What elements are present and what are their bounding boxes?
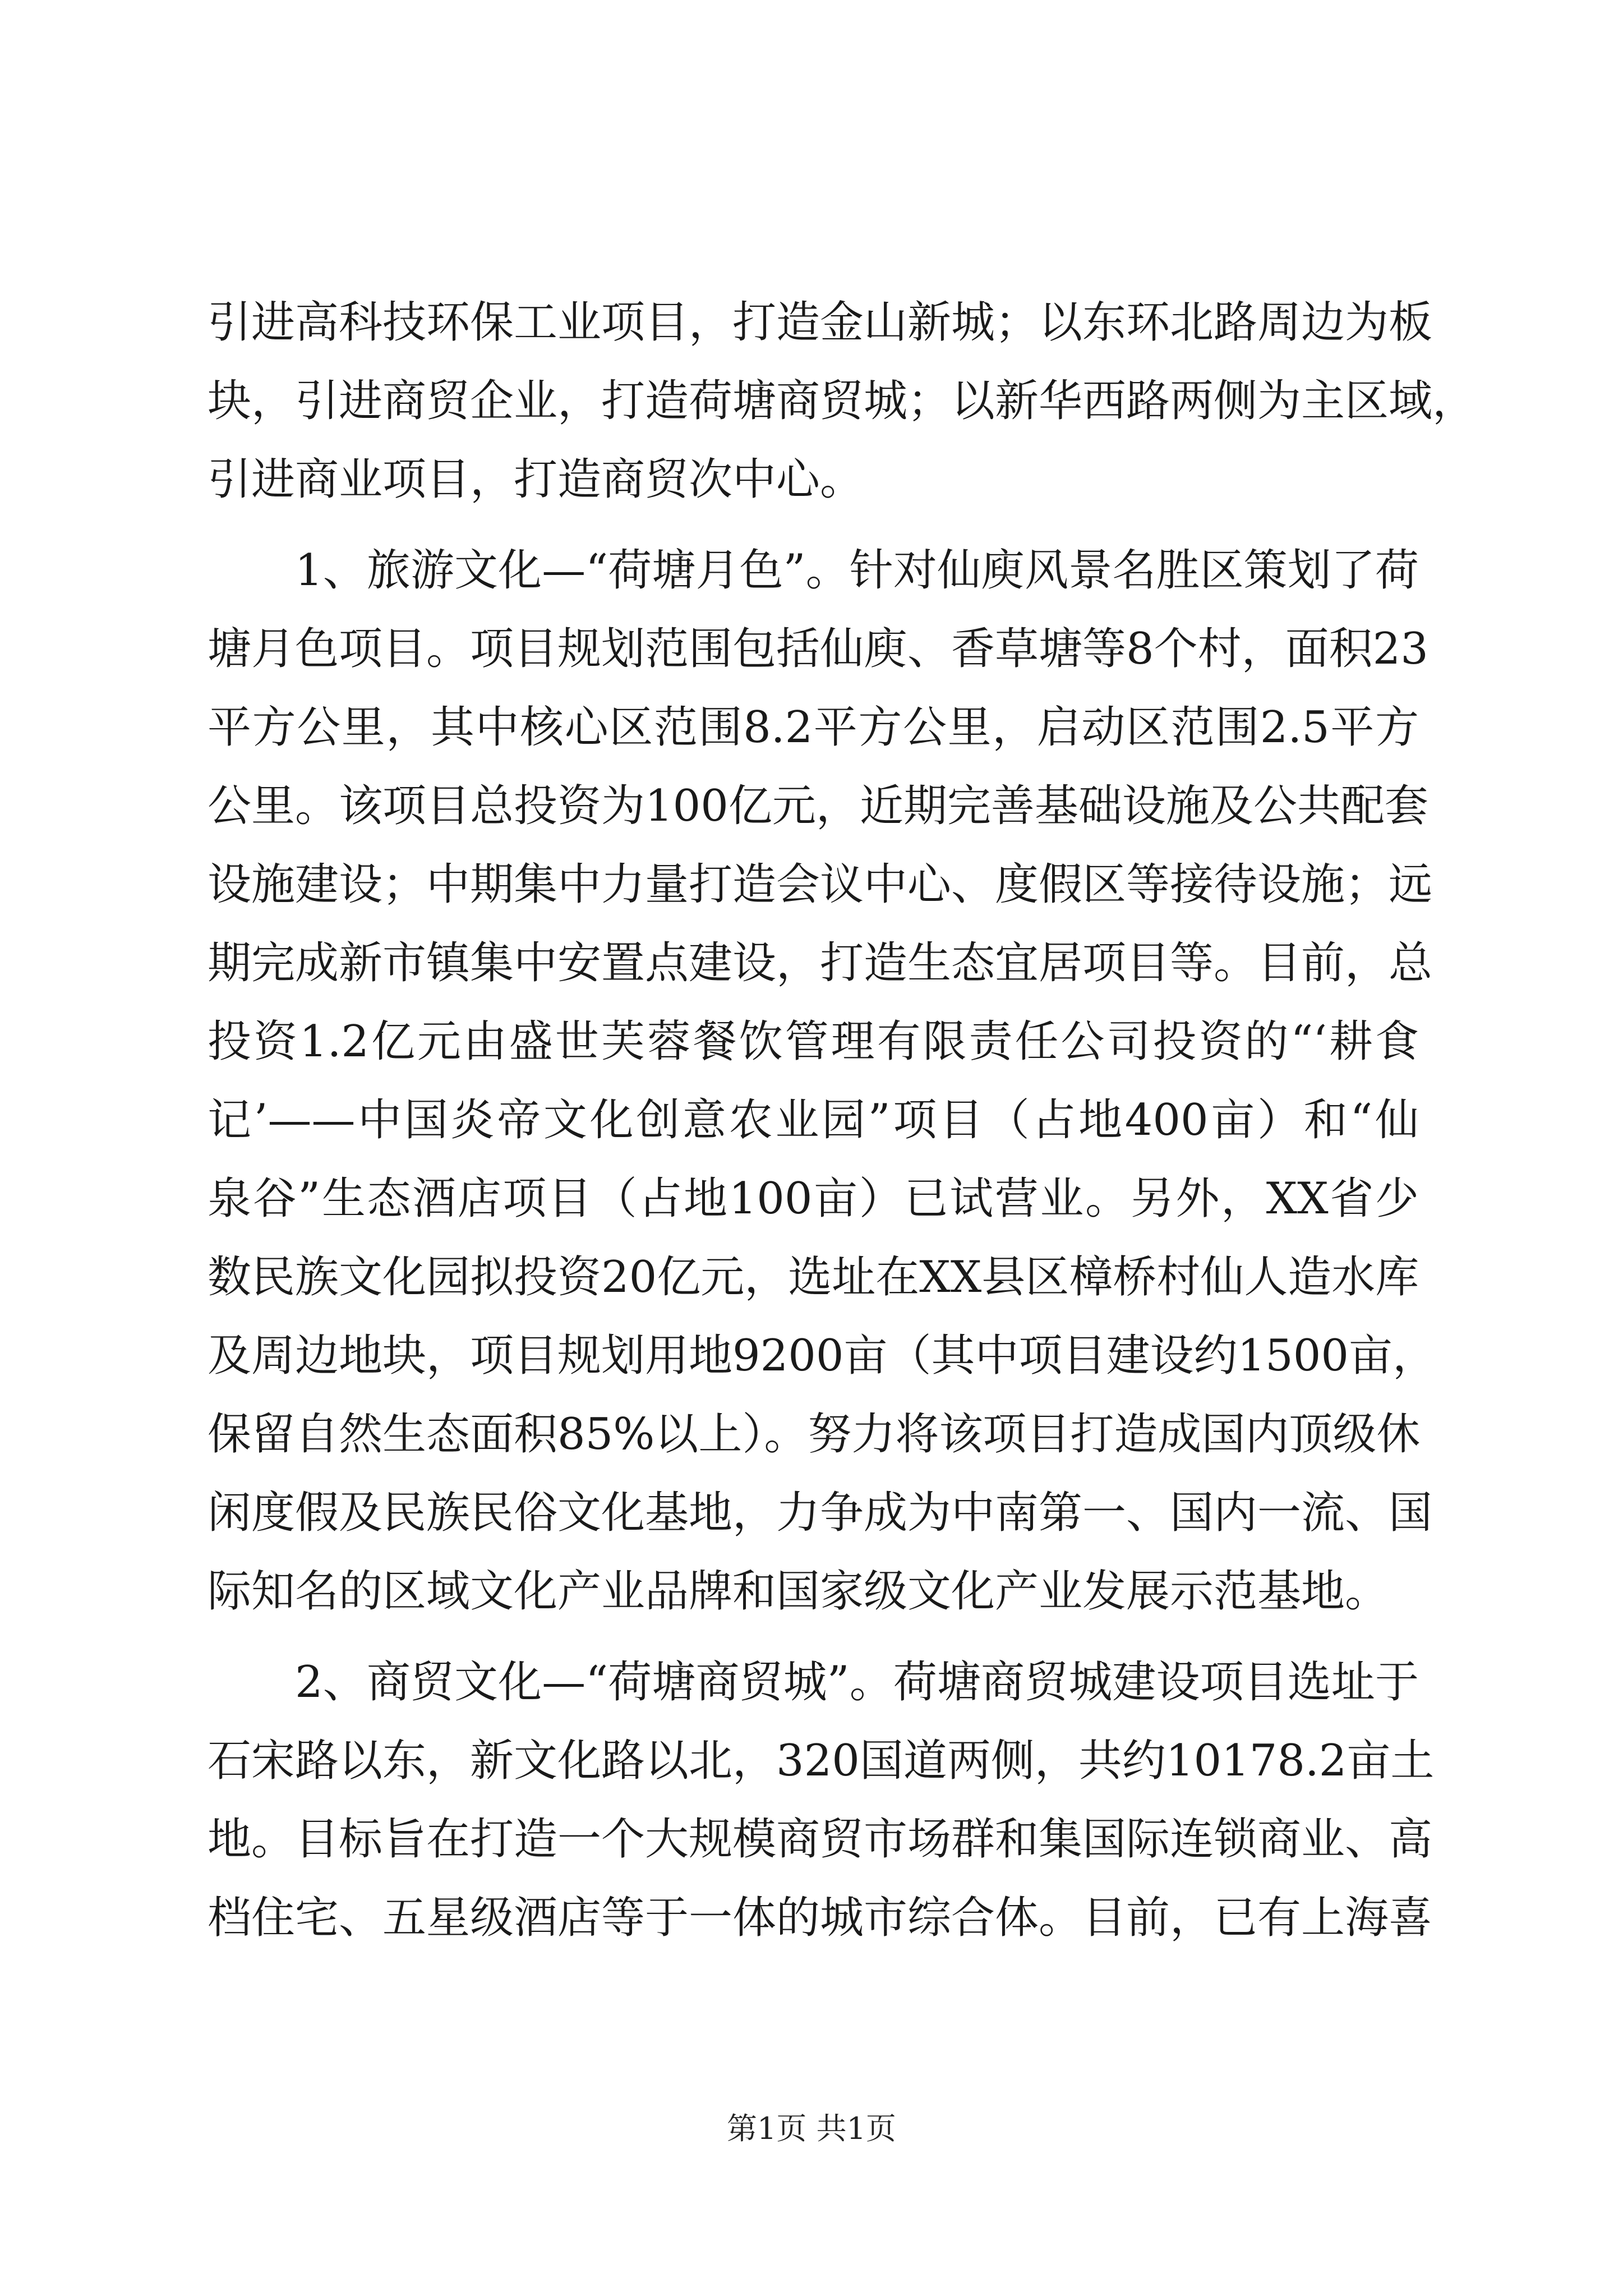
- text-line: 记’——中国炎帝文化创意农业园”项目（占地400亩）和“仙: [208, 1095, 1419, 1145]
- text-line: 保留自然生态面积85%以上）。努力将该项目打造成国内顶级休: [208, 1409, 1421, 1460]
- paragraph: [208, 531, 1437, 1631]
- text-line: 1、旅游文化—“荷塘月色”。针对仙庾风景名胜区策划了荷: [295, 545, 1419, 596]
- text-line: 塘月色项目。项目规划范围包括仙庾、香草塘等8个村，面积23: [208, 624, 1428, 674]
- text-line: 引进商业项目，打造商贸次中心。: [208, 454, 864, 505]
- text-line: 公里。该项目总投资为100亿元，近期完善基础设施及公共配套: [208, 781, 1428, 831]
- body-text: [208, 283, 1477, 1957]
- text-line: 期完成新市镇集中安置点建设，打造生态宜居项目等。目前，总: [208, 938, 1433, 988]
- text-line: 2、商贸文化—“荷塘商贸城”。荷塘商贸城建设项目选址于: [295, 1657, 1419, 1708]
- paragraph: [208, 1643, 1435, 1957]
- text-line: 平方公里，其中核心区范围8.2平方公里，启动区范围2.5平方: [208, 702, 1419, 753]
- text-line: 引进高科技环保工业项目，打造金山新城；以东环北路周边为板: [208, 297, 1433, 348]
- text-line: 块，引进商贸企业，打造荷塘商贸城；以新华西路两侧为主区域，: [208, 376, 1477, 426]
- text-line: 投资1.2亿元由盛世芙蓉餐饮管理有限责任公司投资的“‘耕食: [208, 1016, 1419, 1067]
- text-line: 档住宅、五星级酒店等于一体的城市综合体。目前，已有上海喜: [208, 1893, 1433, 1943]
- text-line: 地。目标旨在打造一个大规模商贸市场群和集国际连锁商业、高: [208, 1814, 1433, 1865]
- text-line: 际知名的区域文化产业品牌和国家级文化产业发展示范基地。: [208, 1566, 1389, 1617]
- text-line: 设施建设；中期集中力量打造会议中心、度假区等接待设施；远: [208, 859, 1433, 910]
- text-line: 数民族文化园拟投资20亿元，选址在XX县区樟桥村仙人造水库: [208, 1252, 1419, 1303]
- text-line: 泉谷”生态酒店项目（占地100亩）已试营业。另外，XX省少: [208, 1174, 1419, 1224]
- text-line: 石宋路以东，新文化路以北，320国道两侧，共约10178.2亩土: [208, 1736, 1435, 1786]
- text-line: 闲度假及民族民俗文化基地，力争成为中南第一、国内一流、国: [208, 1488, 1433, 1538]
- text-line: 及周边地块，项目规划用地9200亩（其中项目建设约1500亩，: [208, 1331, 1437, 1381]
- paragraph: [208, 283, 1477, 519]
- page-number-footer: 第1页 共1页: [727, 2111, 896, 2146]
